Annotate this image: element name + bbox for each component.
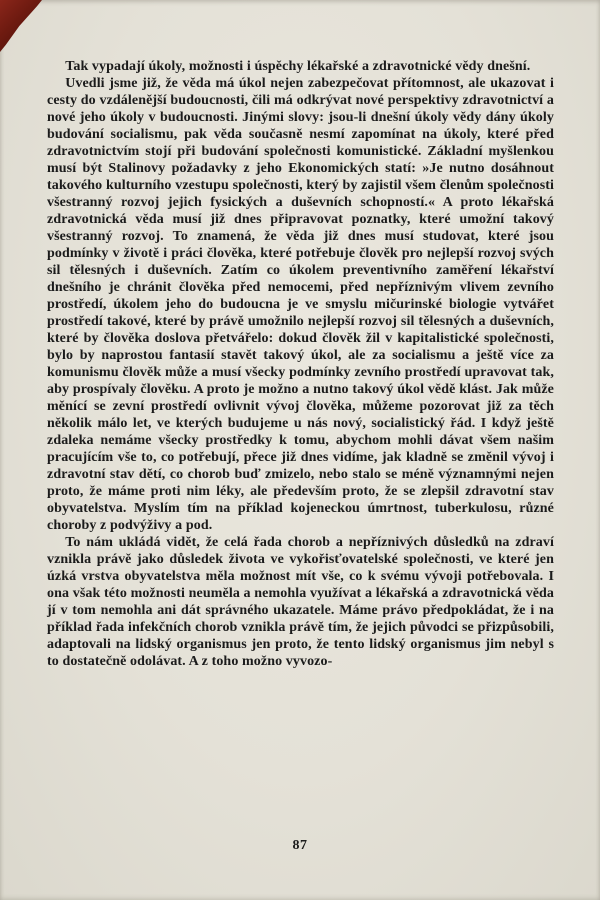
paragraph-body: Uvedli jsme již, že věda má úkol nejen zabezpečovat přítomnost, ale ukazovat i cesty do vzdálenější budoucnosti, čili má odkrývat nové perspektivy zdravotnictví a nové jeho úkoly v budoucnosti. Jinými slovy: jsou-li dnešní úkoly vědy dány úkoly budování socialismu, pak věda současně nesmí zapomínat na úkoly, které před zdravotnictvím stojí při budování společnosti komunistické. Základní myšlenkou musí být Stalinovy požadavky z jeho Ekonomických statí: »Je nutno dosáhnout takového kulturního vzestupu společnosti, který by zajistil všem členům společnosti všestranný rozvoj jejich fysických a duševních schopností.« A proto lékařská zdravotnická věda musí již dnes připravovat poznatky, které umožní takový všestranný rozvoj. To znamená, že věda již dnes musí studovat, které jsou podmínky v životě i práci člověka, které potřebuje člověk pro nejlepší rozvoj svých sil tělesných i duševních. Zatím co úkolem preventivního zaměření lékařství dnešního je chránit člověka před nemocemi, před nepříznivým vlivem zevního prostředí, úkolem jeho do budoucna je ve smyslu mičurinské biologie vytvářet prostředí takové, které by právě umožnilo nejlepší rozvoj sil tělesných a duševních, které by člověka doslova přetvářelo: dokud člověk žil v kapitalistické společnosti, bylo by naprostou fantasií stavět takový úkol, ale za socialismu a ještě více za komunismu člověk může a musí všecky podmínky zevního prostředí upravovat tak, aby prospívaly člověku. A proto je možno a nutno takový úkol vědě klást. Jak může měnící se zevní prostředí ovlivnit vývoj člověka, můžeme pozorovat již za těch několik málo let, ve kterých budujeme u nás nový, socialistický řád. I když ještě zdaleka nemáme všecky prostředky k tomu, abychom mohli dávat všem našim pracujícím vše to, co potřebují, přece již dnes vidíme, jak kladně se změnil vývoj i zdravotní stav dětí, co chorob buď zmizelo, nebo stalo se méně významnými nejen proto, že máme proti nim léky, ale především proto, že se zlepšil zdravotní stav obyvatelstva. Myslím tím na příklad kojeneckou úmrtnost, tuberkulosu, různé choroby z podvýživy a pod. <box>47 76 554 533</box>
book-cover-corner <box>0 0 42 52</box>
page-number: 87 <box>292 838 308 853</box>
paragraph-intro: Tak vypadají úkoly, možnosti i úspěchy lékařské a zdravotnické vědy dnešní. <box>65 59 531 74</box>
page-text <box>47 58 554 670</box>
paragraph-conclusion: To nám ukládá vidět, že celá řada chorob a nepříznivých důsledků na zdraví vznikla právě jako důsledek života ve vykořisťovatelské společnosti, ve které jen úzká vrstva obyvatelstva měla možnost mít vše, co k svému vývoji potřebovala. I ona však této možnosti neuměla a nemohla využívat a lékařská a zdravotnická věda jí v tom nemohla ani dát správného ukazatele. Máme právo předpokládat, že i na příklad řada infekčních chorob vznikla právě tím, že jejich původci se přizpůsobili, adaptovali na lidský organismus jen proto, že tento lidský organismus jim nebyl s to dostatečně odolávat. A z toho možno vyvozo- <box>47 535 554 669</box>
